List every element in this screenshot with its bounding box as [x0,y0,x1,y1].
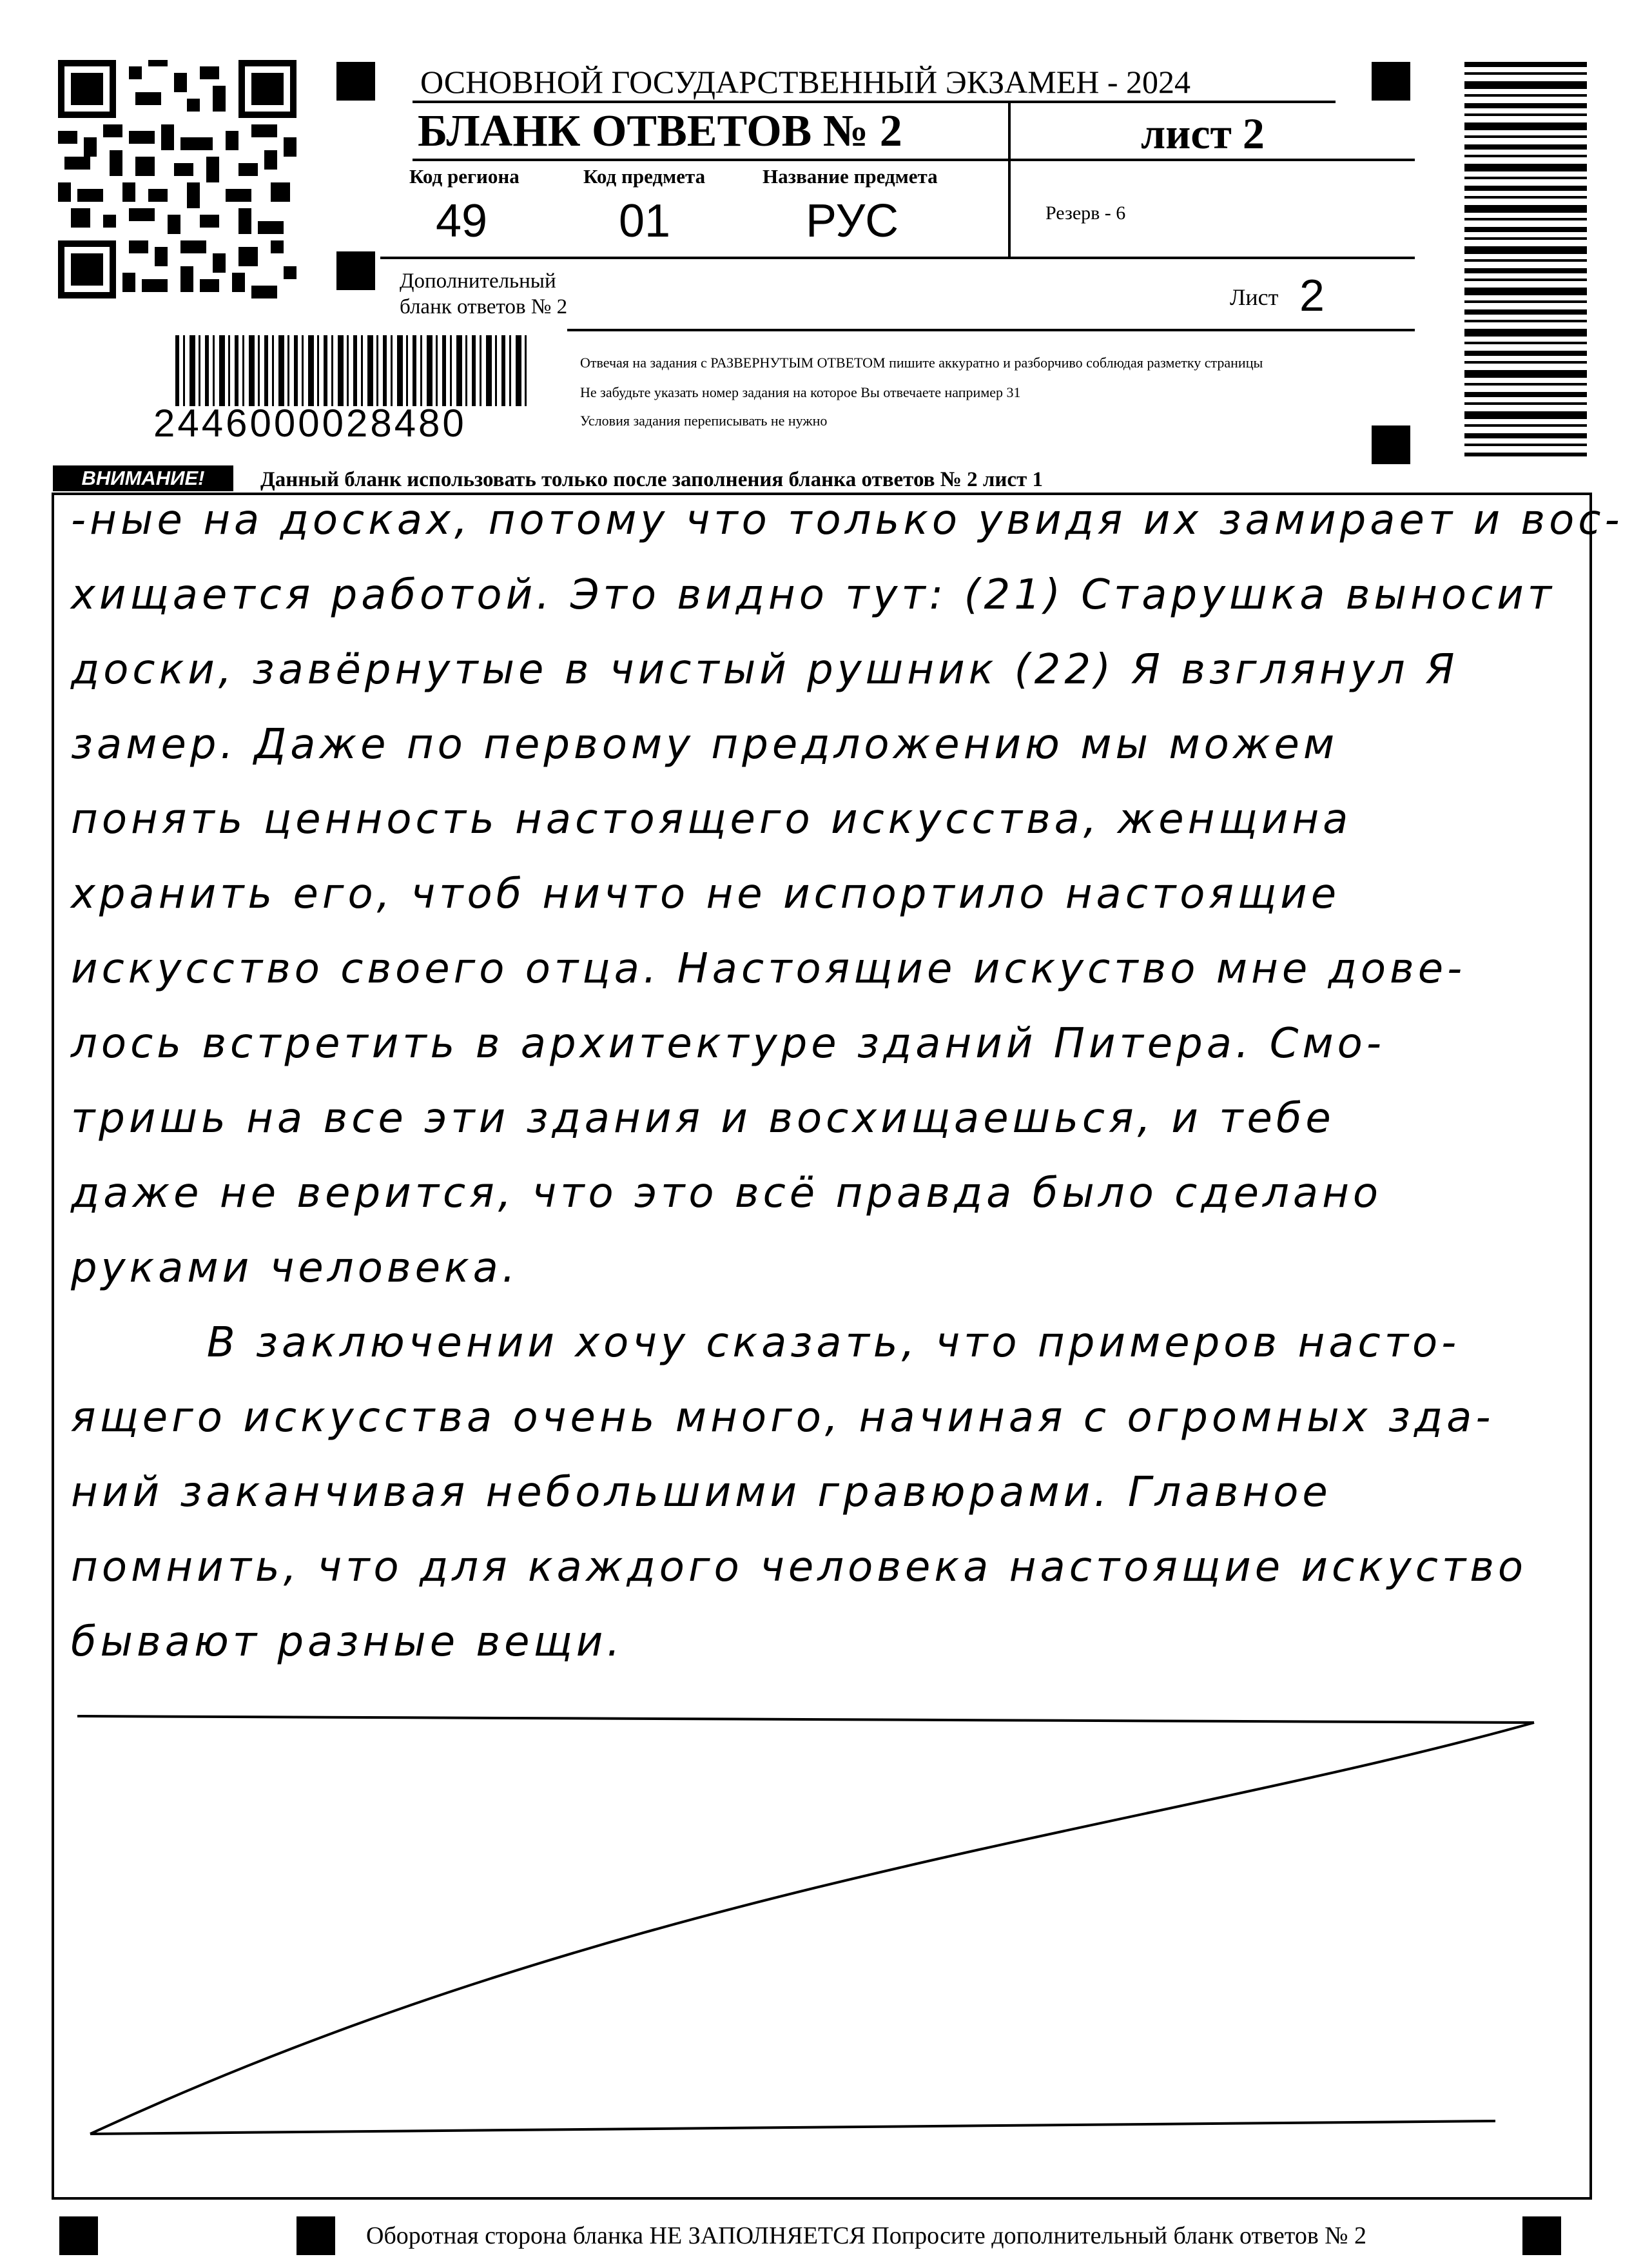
answer-line-6: хранить его, чтоб ничто не испортило настоящие [71,870,1341,918]
answer-line-7: искусство своего отца. Настоящие искуство мне дове- [71,945,1466,993]
footer-note: Оборотная сторона бланка НЕ ЗАПОЛНЯЕТСЯ Попросите дополнительный бланк ответов № 2 [366,2222,1367,2249]
additional-label-1: Дополнительный [400,269,556,293]
answer-line-12: В заключении хочу сказать, что примеров насто- [71,1319,1461,1367]
answer-line-10: даже не верится, что это всё правда было сделано [71,1169,1383,1217]
answer-line-16: бывают разные вещи. [71,1618,624,1666]
qr-code [58,59,296,299]
attention-badge: ВНИМАНИЕ! [53,465,233,491]
header-rule-3 [380,257,1415,259]
header-rule-2 [413,159,1415,161]
answer-line-15: помнить, что для каждого человека настоящие искуство [71,1543,1528,1591]
alignment-marker-bottom-left [59,2216,98,2255]
sheet-label: Лист [1230,284,1279,310]
unused-area-strike [52,1702,1592,2153]
instruction-line-3: Условия задания переписывать не нужно [580,413,828,429]
header-divider-2 [1008,161,1011,257]
alignment-marker-bottom-mid [296,2216,335,2255]
reserve-text: Резерв - 6 [1045,202,1126,224]
header-rule-4 [567,329,1415,331]
subject-name-value: РУС [806,195,899,247]
linear-barcode [175,335,529,406]
header-rule-1 [413,101,1336,103]
instruction-line-2: Не забудьте указать номер задания на которое Вы отвечаете например 31 [580,384,1021,400]
subject-code-label: Код предмета [583,165,706,188]
sheet-title: лист 2 [1141,109,1265,158]
answer-line-5: понять ценность настоящего искусства, женщина [71,796,1352,843]
alignment-marker-mid-right [1372,425,1410,464]
additional-label-2: бланк ответов № 2 [400,295,568,318]
region-label: Код региона [409,165,520,188]
exam-title: ОСНОВНОЙ ГОСУДАРСТВЕННЫЙ ЭКЗАМЕН - 2024 [420,64,1190,100]
answer-line-13: ящего искусства очень много, начиная с огромных зда- [71,1394,1495,1442]
alignment-marker-mid-left [336,251,375,290]
subject-code-value: 01 [619,195,671,247]
answer-line-3: доски, завёрнутые в чистый рушник (22) Я взглянул Я [71,646,1459,694]
alignment-marker-top-right [1372,62,1410,101]
answer-line-8: лось встретить в архитектуре зданий Питера. Смо- [71,1020,1385,1068]
attention-text: Данный бланк использовать только после заполнения бланка ответов № 2 лист 1 [260,468,1044,491]
answer-line-1: -ные на досках, потому что только увидя их замирает и вос- [71,496,1624,544]
answer-line-11: руками человека. [71,1244,520,1292]
region-value: 49 [436,195,488,247]
header-divider [1008,102,1011,159]
alignment-marker-bottom-right [1522,2216,1561,2255]
answer-line-9: тришь на все эти здания и восхищаешься, и тебе [71,1095,1335,1142]
subject-name-label: Название предмета [763,165,938,188]
answer-line-2: хищается работой. Это видно тут: (21) Старушка выносит [71,571,1556,619]
side-barcode [1464,62,1587,456]
form-title: БЛАНК ОТВЕТОВ № 2 [418,106,902,156]
alignment-marker-top-left [336,62,375,101]
answer-line-14: ний заканчивая небольшими гравюрами. Главное [71,1469,1332,1516]
instruction-line-1: Отвечая на задания с РАЗВЕРНУТЫМ ОТВЕТОМ пишите аккуратно и разборчиво соблюдая разметку страницы [580,355,1263,371]
barcode-number: 2446000028480 [153,402,467,445]
answer-line-4: замер. Даже по первому предложению мы можем [71,721,1339,768]
sheet-value: 2 [1299,270,1325,320]
